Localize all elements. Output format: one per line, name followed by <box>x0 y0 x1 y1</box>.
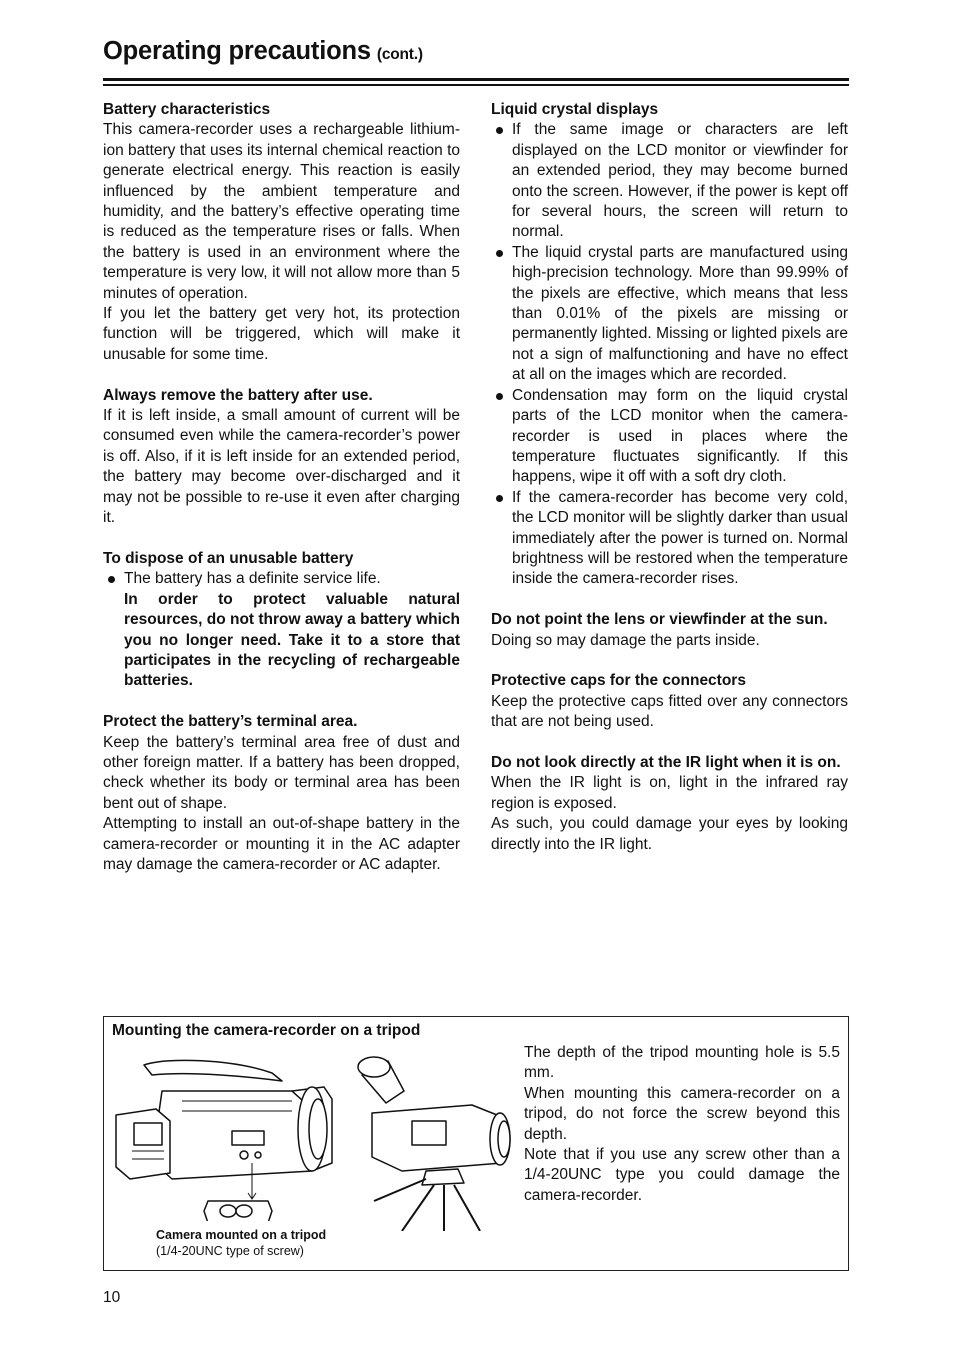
list-item <box>491 243 848 386</box>
paragraph: Keep the protective caps fitted over any connectors that are not being used. <box>491 692 848 731</box>
camera-bottom-view-illustration <box>112 1051 342 1221</box>
section-heading: Protective caps for the connectors <box>491 672 746 690</box>
page-title <box>103 33 423 73</box>
paragraph: If it is left inside, a small amount of current will be consumed even while the camera-recorder’s power is off. Also, if it is left inside for an extended period, the battery may become over-discharged and it may not be possible to re-use it even after charging it. <box>103 407 460 527</box>
page-title-cont: (cont.) <box>376 46 423 63</box>
bullet-text: The liquid crystal parts are manufactured using high-precision technology. More than 99.99% of the pixels are effective, which means that less than 0.01% of the pixels are missing or permanently lighted. Missing or lighted pixels are not a sign of malfunctioning and have no effect at all on the images which are recorded. <box>512 243 848 384</box>
list-item <box>491 386 848 488</box>
header-rule-top <box>103 78 849 81</box>
recycling-note: In order to protect valuable natural resources, do not throw away a battery which you no longer need. Take it to a store that participates in the recycling of rechargeable batteries. <box>124 590 460 690</box>
paragraph: Note that if you use any screw other than a 1/4-20UNC type you could damage the camera-recorder. <box>524 1146 840 1204</box>
section-battery-characteristics <box>103 100 460 365</box>
bullet-text: If the same image or characters are left displayed on the LCD monitor or viewfinder for an extended period, they may become burned onto the screen. However, if the power is kept off for several hours, the screen will return to normal. <box>512 121 848 241</box>
bullet-dot-icon <box>496 127 503 134</box>
paragraph: When mounting this camera-recorder on a tripod, do not force the screw beyond this depth. <box>524 1084 840 1143</box>
bullet-list <box>103 569 460 691</box>
bullet-dot-icon <box>496 495 503 502</box>
section-heading: To dispose of an unusable battery <box>103 549 354 567</box>
section-caps <box>491 671 848 732</box>
list-item <box>491 120 848 242</box>
section-heading: Always remove the battery after use. <box>103 386 373 404</box>
right-column <box>491 100 848 875</box>
figure-caption <box>156 1227 326 1259</box>
section-heading: Liquid crystal displays <box>491 101 659 118</box>
section-ir <box>491 753 848 855</box>
tripod-instructions <box>524 1043 840 1206</box>
page-number: 10 <box>103 1289 121 1306</box>
section-heading: Do not look directly at the IR light when it is on. <box>491 753 841 771</box>
list-item <box>103 569 460 691</box>
camera-on-tripod-illustration <box>352 1051 522 1231</box>
caption-title: Camera mounted on a tripod <box>156 1228 327 1242</box>
bullet-text: If the camera-recorder has become very cold, the LCD monitor will be slightly darker than usual immediately after the power is turned on. Normal brightness will be restored when the temperature inside the camera-recorder rises. <box>512 488 848 588</box>
paragraph: As such, you could damage your eyes by looking directly into the IR light. <box>491 815 848 853</box>
paragraph: Attempting to install an out-of-shape battery in the camera-recorder or mounting it in the AC adapter may damage the camera-recorder or AC adapter. <box>103 815 460 873</box>
bullet-dot-icon <box>496 393 503 400</box>
section-lcd <box>491 100 848 590</box>
tripod-mounting-box <box>103 1016 849 1271</box>
page-title-text: Operating precautions <box>103 37 371 65</box>
bullet-text: Condensation may form on the liquid crystal parts of the LCD monitor when the camera-recorder is used in places where the temperature fluctuates significantly. If this happens, wipe it off with a soft dry cloth. <box>512 386 848 486</box>
section-dispose <box>103 549 460 692</box>
box-title: Mounting the camera-recorder on a tripod <box>112 1022 421 1039</box>
paragraph: Doing so may damage the parts inside. <box>491 631 760 649</box>
section-heading: Protect the battery’s terminal area. <box>103 713 358 731</box>
left-column <box>103 100 460 896</box>
section-heading: Do not point the lens or viewfinder at the sun. <box>491 611 828 629</box>
bullet-dot-icon <box>108 576 115 583</box>
list-item <box>491 488 848 590</box>
section-always-remove <box>103 386 460 529</box>
section-heading: Battery characteristics <box>103 101 271 118</box>
paragraph: Keep the battery’s terminal area free of dust and other foreign matter. If a battery has been dropped, check whether its body or terminal area has been bent out of shape. <box>103 733 460 812</box>
section-terminal-area <box>103 712 460 875</box>
paragraph: The depth of the tripod mounting hole is 5.5 mm. <box>524 1044 840 1082</box>
header-rule-bottom <box>103 84 849 86</box>
bullet-dot-icon <box>496 250 503 257</box>
paragraph: This camera-recorder uses a rechargeable lithium-ion battery that uses its internal chemical reaction to generate electrical energy. This reaction is easily influenced by the ambient temperature and humidity, and the battery’s effective operating time is reduced as the temperature rises or falls. When the battery is used in an environment where the temperature is very low, it will not allow more than 5 minutes of operation. <box>103 121 460 302</box>
bullet-text: The battery has a definite service life. <box>124 570 381 588</box>
paragraph: If you let the battery get very hot, its protection function will be triggered, which will make it unusable for some time. <box>103 305 460 363</box>
paragraph: When the IR light is on, light in the infrared ray region is exposed. <box>491 774 848 812</box>
section-sun <box>491 610 848 651</box>
caption-subtitle: (1/4-20UNC type of screw) <box>156 1244 304 1258</box>
bullet-list <box>491 120 848 589</box>
